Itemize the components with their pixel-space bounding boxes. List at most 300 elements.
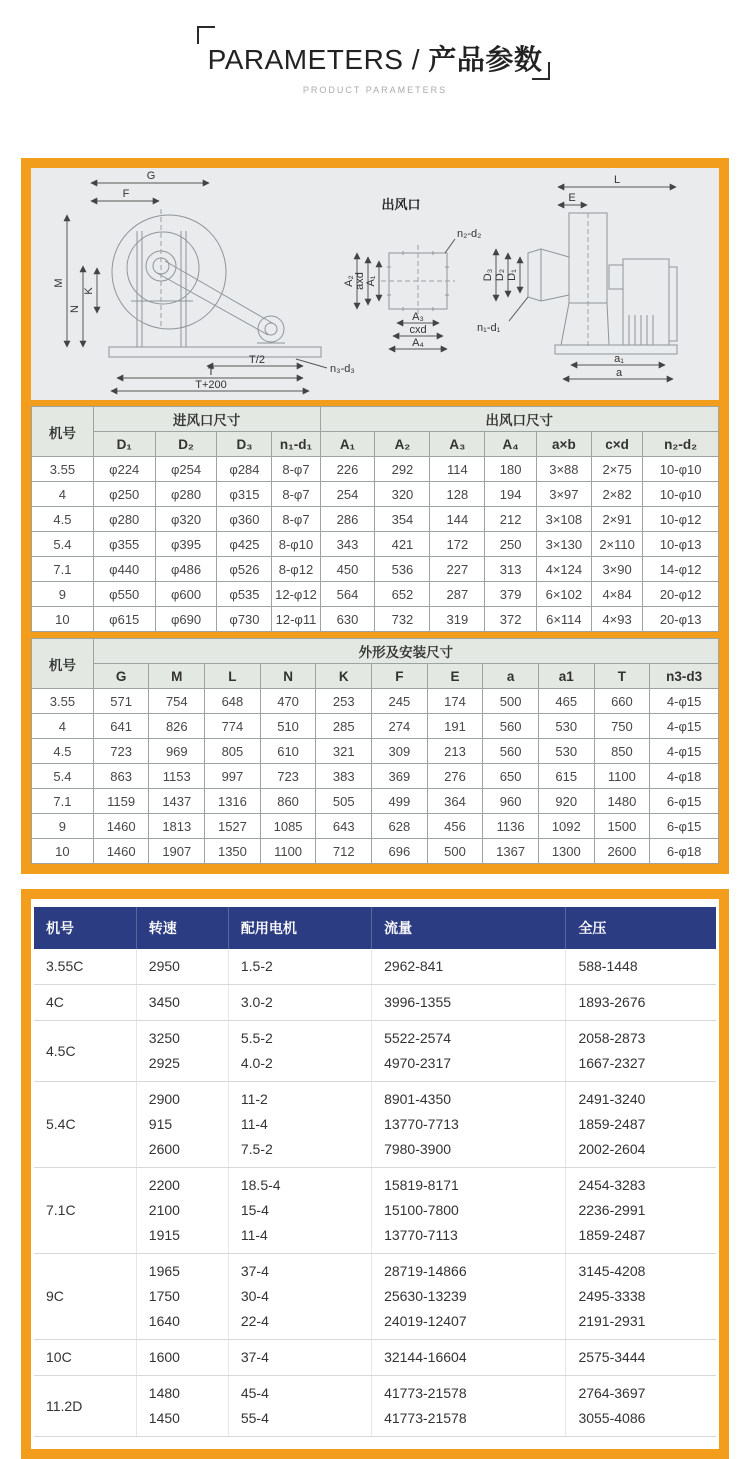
dimension-value-cell: φ425 <box>217 532 272 557</box>
perf-table-row <box>34 1021 716 1082</box>
perf-value-line: 4970-2317 <box>384 1055 452 1071</box>
dimension-value-cell: 286 <box>320 507 375 532</box>
dimension-table-row <box>32 689 719 714</box>
dimension-value-cell: φ615 <box>93 607 155 632</box>
dimension-value-cell: 226 <box>320 457 375 482</box>
fan-technical-drawing <box>31 168 719 400</box>
dimension-value-cell: 3×130 <box>536 532 591 557</box>
dimension-value-cell: 4-φ15 <box>650 714 719 739</box>
dimension-value-cell: 643 <box>316 814 372 839</box>
dimension-value-cell: 212 <box>485 507 537 532</box>
dimension-column-header: F <box>372 664 428 689</box>
dimension-column-header: a1 <box>538 664 594 689</box>
dimension-value-cell: 4-φ15 <box>650 739 719 764</box>
dimension-value-cell: φ600 <box>155 582 217 607</box>
dimension-value-cell: 500 <box>483 689 539 714</box>
dimension-value-cell: 3×90 <box>591 557 643 582</box>
perf-value-line: 37-4 <box>240 1349 269 1365</box>
dimension-value-cell: 6-φ18 <box>650 839 719 864</box>
dimension-table-row <box>32 789 719 814</box>
perf-value-line: 41773-21578 <box>384 1410 467 1426</box>
dimension-value-cell: 8-φ10 <box>272 532 320 557</box>
dim-label-n3d3: n₃-d₃ <box>330 363 355 375</box>
perf-column-header: 全压 <box>566 907 716 949</box>
model-cell <box>34 1340 136 1376</box>
dimension-value-cell: φ250 <box>93 482 155 507</box>
perf-value-line: 1640 <box>148 1313 180 1329</box>
perf-value-line: 4.0-2 <box>240 1055 273 1071</box>
model-cell <box>34 949 136 985</box>
dimension-value-cell: 860 <box>260 789 316 814</box>
outlet-flange-drawing <box>343 197 481 349</box>
perf-value-line: 2200 <box>148 1177 180 1193</box>
dimension-value-cell: 660 <box>594 689 650 714</box>
machine-no-cell: 4.5 <box>32 507 94 532</box>
dimension-value-cell: 628 <box>372 814 428 839</box>
group-header-row <box>32 639 719 664</box>
perf-value-line: 1859-2487 <box>578 1116 646 1132</box>
perf-column-header: 机号 <box>34 907 136 949</box>
dimension-value-cell: 920 <box>538 789 594 814</box>
dimension-column-header: A₃ <box>430 432 485 457</box>
speed-cell <box>136 1082 228 1168</box>
perf-value-line: 4.5C <box>46 1042 76 1059</box>
machine-no-column-header: 机号 <box>32 407 94 457</box>
dimension-value-cell: 253 <box>316 689 372 714</box>
dimension-value-cell: 174 <box>427 689 483 714</box>
model-cell <box>34 1021 136 1082</box>
perf-value-line: 5522-2574 <box>384 1030 452 1046</box>
dimension-column-header: D₂ <box>155 432 217 457</box>
perf-value-line: 1450 <box>148 1410 180 1426</box>
perf-value-line: 15-4 <box>240 1202 269 1218</box>
dim-label-D2: D₂ <box>494 268 506 282</box>
perf-value-line: 55-4 <box>240 1410 269 1426</box>
dimension-value-cell: 850 <box>594 739 650 764</box>
pressure-cell <box>566 1376 716 1437</box>
dim-label-n1d1: n₁-d₁ <box>477 322 501 334</box>
dimension-value-cell: 276 <box>427 764 483 789</box>
perf-value-line: 10C <box>46 1349 72 1365</box>
dimension-value-cell: 1316 <box>205 789 261 814</box>
flow-cell <box>372 1254 566 1340</box>
dimension-value-cell: φ320 <box>155 507 217 532</box>
dimension-value-cell: 364 <box>427 789 483 814</box>
dimension-value-cell: 172 <box>430 532 485 557</box>
perf-value-line: 1600 <box>148 1349 180 1365</box>
perf-value-line: 1750 <box>148 1288 180 1304</box>
dim-table1-body <box>32 457 719 632</box>
dim-label-G: G <box>146 170 156 182</box>
dimension-value-cell: 114 <box>430 457 485 482</box>
dimension-value-cell: 1100 <box>594 764 650 789</box>
dimension-value-cell: 826 <box>149 714 205 739</box>
dimension-value-cell: 530 <box>538 714 594 739</box>
perf-value-line: 15819-8171 <box>384 1177 459 1193</box>
dimension-value-cell: 321 <box>316 739 372 764</box>
dimension-value-cell: 6×102 <box>536 582 591 607</box>
dimension-value-cell: φ284 <box>217 457 272 482</box>
dimension-value-cell: 128 <box>430 482 485 507</box>
dimension-column-header: a×b <box>536 432 591 457</box>
perf-value-line: 3145-4208 <box>578 1263 646 1279</box>
dim-label-F: F <box>122 188 130 200</box>
dimension-value-cell: 227 <box>430 557 485 582</box>
dimension-table-row <box>32 739 719 764</box>
fan-motor-view-drawing <box>477 174 677 379</box>
perf-value-line: 2191-2931 <box>578 1313 646 1329</box>
dimension-value-cell: 1500 <box>594 814 650 839</box>
perf-value-line: 2575-3444 <box>578 1349 646 1365</box>
perf-value-line: 2002-2604 <box>578 1141 646 1157</box>
dimension-value-cell: 2×75 <box>591 457 643 482</box>
dimension-value-cell: 6-φ15 <box>650 814 719 839</box>
perf-value-line: 18.5-4 <box>240 1177 281 1193</box>
dimension-column-header: L <box>205 664 261 689</box>
model-cell <box>34 1082 136 1168</box>
dimension-value-cell: 712 <box>316 839 372 864</box>
dimension-value-cell: 1367 <box>483 839 539 864</box>
dimension-value-cell: 969 <box>149 739 205 764</box>
speed-cell <box>136 1376 228 1437</box>
corner-bracket-top-left-icon <box>197 26 215 44</box>
dimension-value-cell: 499 <box>372 789 428 814</box>
dimension-column-header: T <box>594 664 650 689</box>
dim-label-T: T <box>207 366 215 378</box>
perf-table-row <box>34 1082 716 1168</box>
dimension-value-cell: 723 <box>260 764 316 789</box>
perf-value-line: 3450 <box>148 994 180 1010</box>
title-separator: / <box>411 44 421 75</box>
dimension-table-row <box>32 764 719 789</box>
dimension-value-cell: 274 <box>372 714 428 739</box>
dim-label-n2d2: n₂-d₂ <box>457 228 482 240</box>
motor-cell <box>228 1168 371 1254</box>
speed-cell <box>136 1021 228 1082</box>
dimension-value-cell: 732 <box>375 607 430 632</box>
dimension-value-cell: 1159 <box>93 789 149 814</box>
dim-label-A3: A₃ <box>412 311 424 323</box>
dimension-value-cell: 10-φ12 <box>643 507 719 532</box>
perf-value-line: 9C <box>46 1288 64 1304</box>
dimension-table-row <box>32 482 719 507</box>
perf-table-row <box>34 1340 716 1376</box>
mounting-dimension-table <box>31 638 719 864</box>
dimension-value-cell: φ280 <box>93 507 155 532</box>
perf-column-header: 流量 <box>372 907 566 949</box>
dimension-value-cell: 641 <box>93 714 149 739</box>
dimension-value-cell: 245 <box>372 689 428 714</box>
dimension-value-cell: φ395 <box>155 532 217 557</box>
fan-side-view-drawing <box>53 170 355 391</box>
dimension-value-cell: 564 <box>320 582 375 607</box>
dimension-value-cell: 383 <box>316 764 372 789</box>
dimension-table-row <box>32 457 719 482</box>
dimension-value-cell: φ315 <box>217 482 272 507</box>
dimension-table-row <box>32 607 719 632</box>
perf-value-line: 1480 <box>148 1385 180 1401</box>
dim-label-K: K <box>83 287 95 295</box>
dimension-table-row <box>32 839 719 864</box>
dimension-value-cell: 343 <box>320 532 375 557</box>
perf-value-line: 2236-2991 <box>578 1202 646 1218</box>
dimension-value-cell: 4×124 <box>536 557 591 582</box>
dimension-value-cell: 1100 <box>260 839 316 864</box>
inlet-outlet-dimension-table <box>31 406 719 632</box>
perf-value-line: 3.55C <box>46 958 84 974</box>
dimension-value-cell: 8-φ7 <box>272 507 320 532</box>
dimension-value-cell: 571 <box>93 689 149 714</box>
dim-label-A2: A₂ <box>343 275 355 287</box>
group-header-row <box>32 407 719 432</box>
model-cell <box>34 1254 136 1340</box>
dimension-value-cell: 4×84 <box>591 582 643 607</box>
perf-value-line: 2600 <box>148 1141 180 1157</box>
dimension-value-cell: φ360 <box>217 507 272 532</box>
performance-table-panel <box>31 899 719 1449</box>
dimension-value-cell: 194 <box>485 482 537 507</box>
dimension-value-cell: 1907 <box>149 839 205 864</box>
dimension-value-cell: 863 <box>93 764 149 789</box>
dimension-column-header: c×d <box>591 432 643 457</box>
machine-no-cell: 3.55 <box>32 457 94 482</box>
motor-cell <box>228 1376 371 1437</box>
dimension-section-box <box>21 158 729 874</box>
speed-cell <box>136 1168 228 1254</box>
model-cell <box>34 1376 136 1437</box>
dimension-value-cell: 648 <box>205 689 261 714</box>
machine-no-cell: 10 <box>32 839 94 864</box>
perf-value-line: 1667-2327 <box>578 1055 646 1071</box>
dim-label-D1: D₁ <box>506 269 518 281</box>
dim-label-A4: A₄ <box>412 337 424 349</box>
dimension-value-cell: 774 <box>205 714 261 739</box>
dimension-value-cell: 2×110 <box>591 532 643 557</box>
perf-table-row <box>34 1168 716 1254</box>
perf-value-line: 11.2D <box>46 1397 83 1414</box>
title-chinese: 产品参数 <box>428 44 543 75</box>
model-cell <box>34 985 136 1021</box>
perf-value-line: 24019-12407 <box>384 1313 467 1329</box>
dimension-value-cell: 530 <box>538 739 594 764</box>
dimension-value-cell: 191 <box>427 714 483 739</box>
dimension-column-header: K <box>316 664 372 689</box>
machine-no-cell: 10 <box>32 607 94 632</box>
dim-table2-body <box>32 689 719 864</box>
perf-value-line: 2491-3240 <box>578 1091 646 1107</box>
dimension-value-cell: 4-φ15 <box>650 689 719 714</box>
pressure-cell <box>566 985 716 1021</box>
performance-table <box>34 907 716 1437</box>
perf-table-row <box>34 1376 716 1437</box>
pressure-cell <box>566 1082 716 1168</box>
dimension-value-cell: 6×114 <box>536 607 591 632</box>
dimension-value-cell: 6-φ15 <box>650 789 719 814</box>
perf-value-line: 1.5-2 <box>240 958 273 974</box>
perf-value-line: 7.1C <box>46 1202 76 1218</box>
dimension-value-cell: 1480 <box>594 789 650 814</box>
dimension-value-cell: 180 <box>485 457 537 482</box>
perf-value-line: 8901-4350 <box>384 1091 452 1107</box>
dimension-value-cell: 1527 <box>205 814 261 839</box>
perf-value-line: 2900 <box>148 1091 180 1107</box>
dimension-value-cell: 10-φ13 <box>643 532 719 557</box>
perf-value-line: 28719-14866 <box>384 1263 467 1279</box>
dim-table1-subheader-row <box>32 432 719 457</box>
perf-value-line: 22-4 <box>240 1313 269 1329</box>
dimension-value-cell: 250 <box>485 532 537 557</box>
pressure-cell <box>566 1254 716 1340</box>
dimension-column-header: a <box>483 664 539 689</box>
dimension-table-row <box>32 814 719 839</box>
dimension-value-cell: 14-φ12 <box>643 557 719 582</box>
dimension-value-cell: 309 <box>372 739 428 764</box>
dimension-value-cell: φ355 <box>93 532 155 557</box>
dimension-value-cell: φ550 <box>93 582 155 607</box>
dimension-value-cell: φ280 <box>155 482 217 507</box>
dimension-value-cell: 1460 <box>93 839 149 864</box>
dimension-value-cell: 3×88 <box>536 457 591 482</box>
perf-value-line: 3996-1355 <box>384 994 452 1010</box>
dimension-value-cell: 2×91 <box>591 507 643 532</box>
perf-value-line: 1915 <box>148 1227 180 1243</box>
dimension-table-row <box>32 507 719 532</box>
perf-value-line: 1965 <box>148 1263 180 1279</box>
flow-cell <box>372 985 566 1021</box>
section-gap <box>0 874 750 889</box>
dimension-value-cell: 465 <box>538 689 594 714</box>
dimension-value-cell: φ254 <box>155 457 217 482</box>
dimension-value-cell: 319 <box>430 607 485 632</box>
dimension-value-cell: 12-φ11 <box>272 607 320 632</box>
flow-cell <box>372 949 566 985</box>
perf-value-line: 2925 <box>148 1055 180 1071</box>
dimension-table-row <box>32 714 719 739</box>
dimension-column-header: n₂-d₂ <box>643 432 719 457</box>
perf-value-line: 3055-4086 <box>578 1410 646 1426</box>
perf-value-line: 13770-7113 <box>384 1227 458 1243</box>
flow-cell <box>372 1340 566 1376</box>
corner-bracket-bottom-right-icon <box>532 62 550 80</box>
dimension-value-cell: 287 <box>430 582 485 607</box>
perf-table-body <box>34 949 716 1437</box>
dimension-value-cell: φ730 <box>217 607 272 632</box>
dimension-value-cell: 615 <box>538 764 594 789</box>
dimension-value-cell: 997 <box>205 764 261 789</box>
machine-no-cell: 5.4 <box>32 764 94 789</box>
dimension-value-cell: 354 <box>375 507 430 532</box>
dimension-value-cell: 10-φ10 <box>643 457 719 482</box>
dimension-value-cell: 313 <box>485 557 537 582</box>
mounting-size-group-header: 外形及安装尺寸 <box>93 639 718 664</box>
dim-label-cxd: cxd <box>409 324 427 336</box>
technical-drawing-panel <box>31 168 719 400</box>
page-subtitle: PRODUCT PARAMETERS <box>302 85 448 95</box>
dimension-value-cell: φ535 <box>217 582 272 607</box>
dimension-column-header: G <box>93 664 149 689</box>
motor-cell <box>228 1254 371 1340</box>
dim-label-D3: D₃ <box>482 268 494 282</box>
dimension-column-header: n₁-d₁ <box>272 432 320 457</box>
perf-table-row <box>34 985 716 1021</box>
dimension-column-header: A₄ <box>485 432 537 457</box>
dimension-column-header: A₁ <box>320 432 375 457</box>
perf-value-line: 5.4C <box>46 1116 76 1132</box>
dimension-value-cell: 320 <box>375 482 430 507</box>
perf-value-line: 25630-13239 <box>384 1288 467 1304</box>
dimension-value-cell: 560 <box>483 739 539 764</box>
perf-table-row <box>34 1254 716 1340</box>
machine-no-cell: 3.55 <box>32 689 94 714</box>
dimension-column-header: A₂ <box>375 432 430 457</box>
machine-no-cell: 4.5 <box>32 739 94 764</box>
flow-cell <box>372 1082 566 1168</box>
dimension-value-cell: 379 <box>485 582 537 607</box>
perf-value-line: 11-4 <box>240 1227 268 1243</box>
dim-label-N: N <box>69 305 81 313</box>
dimension-value-cell: 4-φ18 <box>650 764 719 789</box>
page-header <box>0 0 750 158</box>
dimension-value-cell: 254 <box>320 482 375 507</box>
dimension-value-cell: 421 <box>375 532 430 557</box>
dimension-value-cell: 723 <box>93 739 149 764</box>
dimension-value-cell: 3×97 <box>536 482 591 507</box>
dimension-value-cell: 8-φ7 <box>272 457 320 482</box>
page-title <box>0 38 750 78</box>
dimension-value-cell: 960 <box>483 789 539 814</box>
dimension-value-cell: 20-φ13 <box>643 607 719 632</box>
perf-value-line: 4C <box>46 994 64 1010</box>
dimension-value-cell: 3×108 <box>536 507 591 532</box>
dimension-column-header: n3-d3 <box>650 664 719 689</box>
dimension-table-row <box>32 582 719 607</box>
perf-column-header: 配用电机 <box>228 907 371 949</box>
dimension-value-cell: 1437 <box>149 789 205 814</box>
dimension-column-header: D₁ <box>93 432 155 457</box>
machine-no-cell: 9 <box>32 582 94 607</box>
dimension-value-cell: 1813 <box>149 814 205 839</box>
perf-value-line: 11-4 <box>240 1116 268 1132</box>
dim-label-T200: T+200 <box>195 379 227 391</box>
dim-label-E: E <box>568 192 576 204</box>
pressure-cell <box>566 1340 716 1376</box>
machine-no-cell: 4 <box>32 482 94 507</box>
dimension-table-row <box>32 557 719 582</box>
dimension-value-cell: 805 <box>205 739 261 764</box>
flow-cell <box>372 1168 566 1254</box>
dim-label-A1: A₁ <box>365 275 377 287</box>
flow-cell <box>372 1376 566 1437</box>
speed-cell <box>136 985 228 1021</box>
dimension-value-cell: 8-φ12 <box>272 557 320 582</box>
dimension-value-cell: 4×93 <box>591 607 643 632</box>
perf-value-line: 1893-2676 <box>578 994 646 1010</box>
model-cell <box>34 1168 136 1254</box>
dimension-value-cell: 1350 <box>205 839 261 864</box>
dimension-value-cell: 750 <box>594 714 650 739</box>
motor-cell <box>228 1340 371 1376</box>
perf-value-line: 41773-21578 <box>384 1385 467 1401</box>
perf-value-line: 2950 <box>148 958 180 974</box>
perf-value-line: 11-2 <box>240 1091 268 1107</box>
perf-header-row <box>34 907 716 949</box>
title-english: PARAMETERS <box>207 44 404 75</box>
perf-value-line: 2962-841 <box>384 958 444 974</box>
pressure-cell <box>566 1021 716 1082</box>
perf-value-line: 2764-3697 <box>578 1385 646 1401</box>
machine-no-cell: 7.1 <box>32 789 94 814</box>
dimension-column-header: N <box>260 664 316 689</box>
